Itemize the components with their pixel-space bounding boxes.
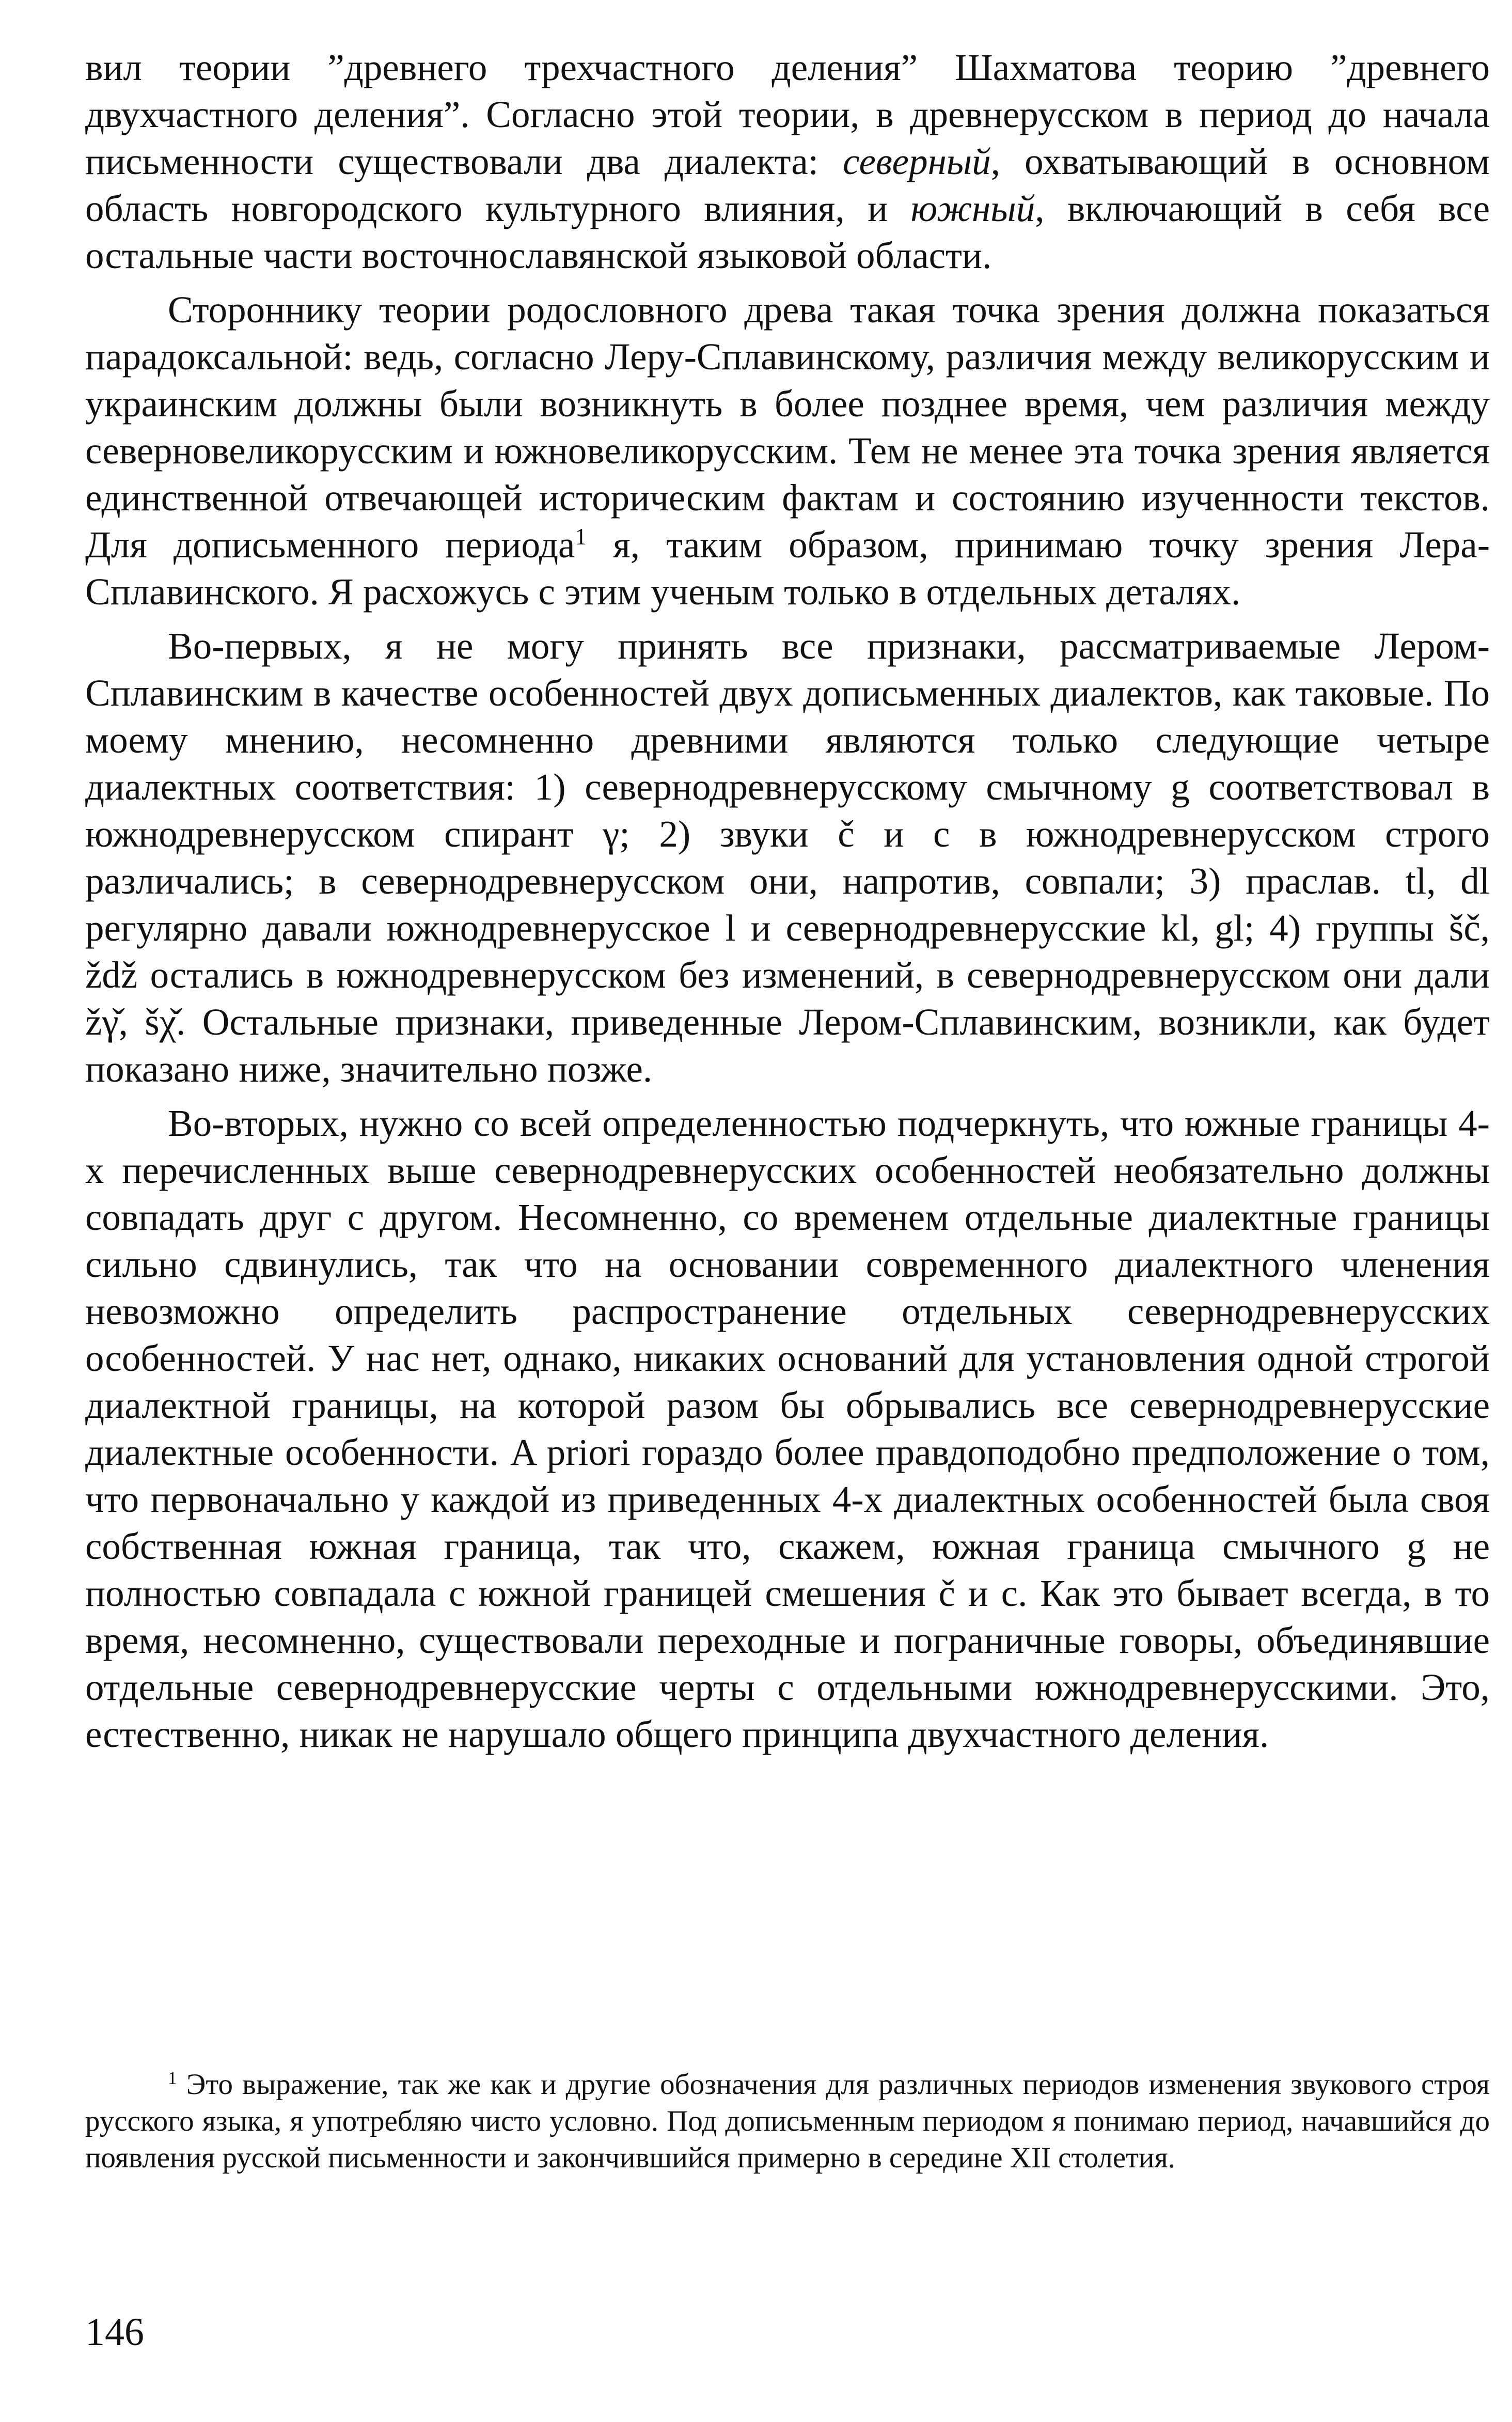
footnote-reference: 1: [575, 524, 587, 550]
paragraph-1-text-a: вил теории ”древнего трехчастного деления” Шахматова теорию ”древнего двухчастного деления”. Согласно этой теории, в древнерусском в период до начала письменности существовали два диалекта:: [85, 46, 1490, 182]
footnote: [85, 2066, 1490, 2176]
footnote-text: Это выражение, так же как и другие обозначения для различных периодов изменения звукового строя русского языка, я употребляю чисто условно. Под дописьменным периодом я понимаю период, начавшийся до появления русской письменности и закончившийся примерно в середине XII столетия.: [85, 2068, 1490, 2174]
footnote-marker: 1: [168, 2068, 177, 2088]
paragraph-4: [85, 1100, 1490, 1758]
paragraph-1-text-c: , включающий в себя все остальные части восточнославянской языковой области.: [85, 187, 1490, 276]
paragraph-1-term-northern: северный: [843, 140, 991, 182]
paragraph-2-text-a: Стороннику теории родословного древа такая точка зрения должна показаться парадоксальной: ведь, согласно Леру-Сплавинскому, различия между великорусским и украинским должны были возникнуть в более позднее время, чем различия между северновеликорусским и южновеликорусским. Тем не менее эта точка зрения является единственной отвечающей историческим фактам и состоянию изученности текстов. Для дописьменного периода: [85, 289, 1490, 566]
paragraph-1-term-southern: южный: [910, 187, 1035, 229]
paragraph-2-text-b: я, таким образом, принимаю точку зрения Лера-Сплавинского. Я расхожусь с этим ученым только в отдельных деталях.: [85, 524, 1490, 613]
page-body: [85, 44, 1490, 1758]
paragraph-3: [85, 622, 1490, 1092]
paragraph-1: [85, 44, 1490, 279]
paragraph-4-text: Во-вторых, нужно со всей определенностью подчеркнуть, что южные границы 4-х перечисленных выше севернодревнерусских особенностей необязательно должны совпадать друг с другом. Несомненно, со временем отдельные диалектные границы сильно сдвинулись, так что на основании современного диалектного членения невозможно определить распространение отдельных севернодревнерусских особенностей. У нас нет, однако, никаких оснований для установления одной строгой диалектной границы, на которой разом бы обрывались все севернодревнерусские диалектные особенности. A priori гораздо более правдоподобно предположение о том, что первоначально у каждой из приведенных 4-х диалектных особенностей была своя собственная южная граница, так что, скажем, южная граница смычного g не полностью совпадала с южной границей смешения č и c. Как это бывает всегда, в то время, несомненно, существовали переходные и пограничные говоры, объединявшие отдельные севернодревнерусские черты с отдельными южнодревнерусскими. Это, естественно, никак не нарушало общего принципа двухчастного деления.: [85, 1102, 1490, 1755]
paragraph-3-text: Во-первых, я не могу принять все признаки, рассматриваемые Лером-Сплавинским в качестве особенностей двух дописьменных диалектов, как таковые. По моему мнению, несомненно древними являются только следующие четыре диалектных соответствия: 1) севернодревнерусскому смычному g соответствовал в южнодревнерусском спирант γ; 2) звуки č и c в южнодревнерусском строго различались; в севернодревнерусском они, напротив, совпали; 3) праслав. tl, dl регулярно давали южнодревнерусское l и севернодревнерусские kl, gl; 4) группы šč, ždž остались в южнодревнерусском без изменений, в севернодревнерусском они дали žγ̌, šχ̌. Остальные признаки, приведенные Лером-Сплавинским, возникли, как будет показано ниже, значительно позже.: [85, 625, 1490, 1090]
paragraph-2: [85, 286, 1490, 615]
page-number: 146: [85, 2310, 144, 2354]
paragraph-1-text-b: , охватывающий в основном область новгородского культурного влияния, и: [85, 140, 1490, 229]
